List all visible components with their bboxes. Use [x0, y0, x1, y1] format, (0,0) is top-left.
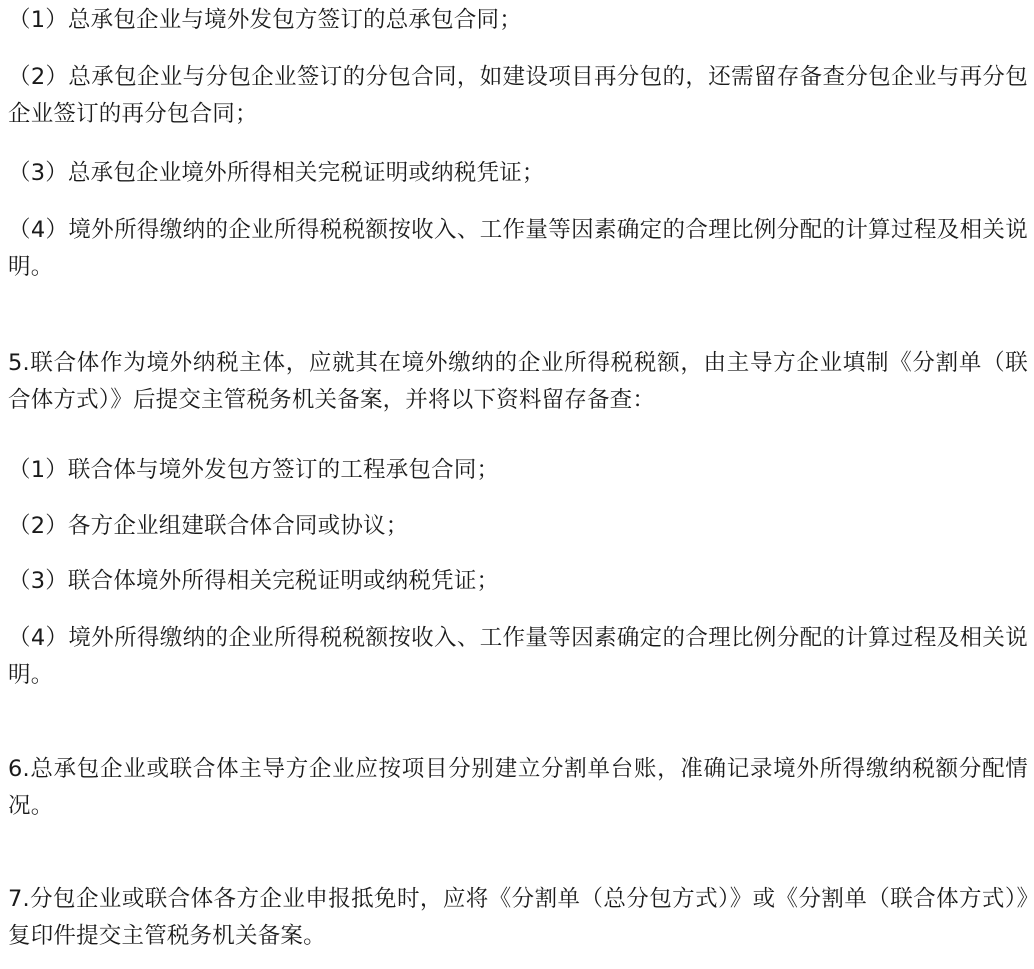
paragraph-item-5-3: （3）联合体境外所得相关完税证明或纳税凭证； [8, 568, 500, 594]
paragraph-section-6: 6.总承包企业或联合体主导方企业应按项目分别建立分割单台账，准确记录境外所得缴纳税额分配情况。 [8, 756, 1028, 819]
paragraph-item-1-1: （1）总承包企业与境外发包方签订的总承包合同； [8, 7, 522, 33]
paragraph-item-5-4: （4）境外所得缴纳的企业所得税税额按收入、工作量等因素确定的合理比例分配的计算过程及相关说明。 [8, 625, 1028, 688]
paragraph-section-5: 5.联合体作为境外纳税主体，应就其在境外缴纳的企业所得税税额，由主导方企业填制《分割单（联合体方式）》后提交主管税务机关备案，并将以下资料留存备查： [8, 350, 1028, 413]
paragraph-item-1-4: （4）境外所得缴纳的企业所得税税额按收入、工作量等因素确定的合理比例分配的计算过程及相关说明。 [8, 217, 1028, 280]
paragraph-item-1-2: （2）总承包企业与分包企业签订的分包合同，如建设项目再分包的，还需留存备查分包企业与再分包企业签订的再分包合同； [8, 64, 1028, 127]
paragraph-item-5-2: （2）各方企业组建联合体合同或协议； [8, 513, 409, 539]
paragraph-item-1-3: （3）总承包企业境外所得相关完税证明或纳税凭证； [8, 160, 545, 186]
paragraph-section-7: 7.分包企业或联合体各方企业申报抵免时，应将《分割单（总分包方式）》或《分割单（联合体方式）》复印件提交主管税务机关备案。 [8, 886, 1028, 949]
paragraph-item-5-1: （1）联合体与境外发包方签订的工程承包合同； [8, 457, 500, 483]
